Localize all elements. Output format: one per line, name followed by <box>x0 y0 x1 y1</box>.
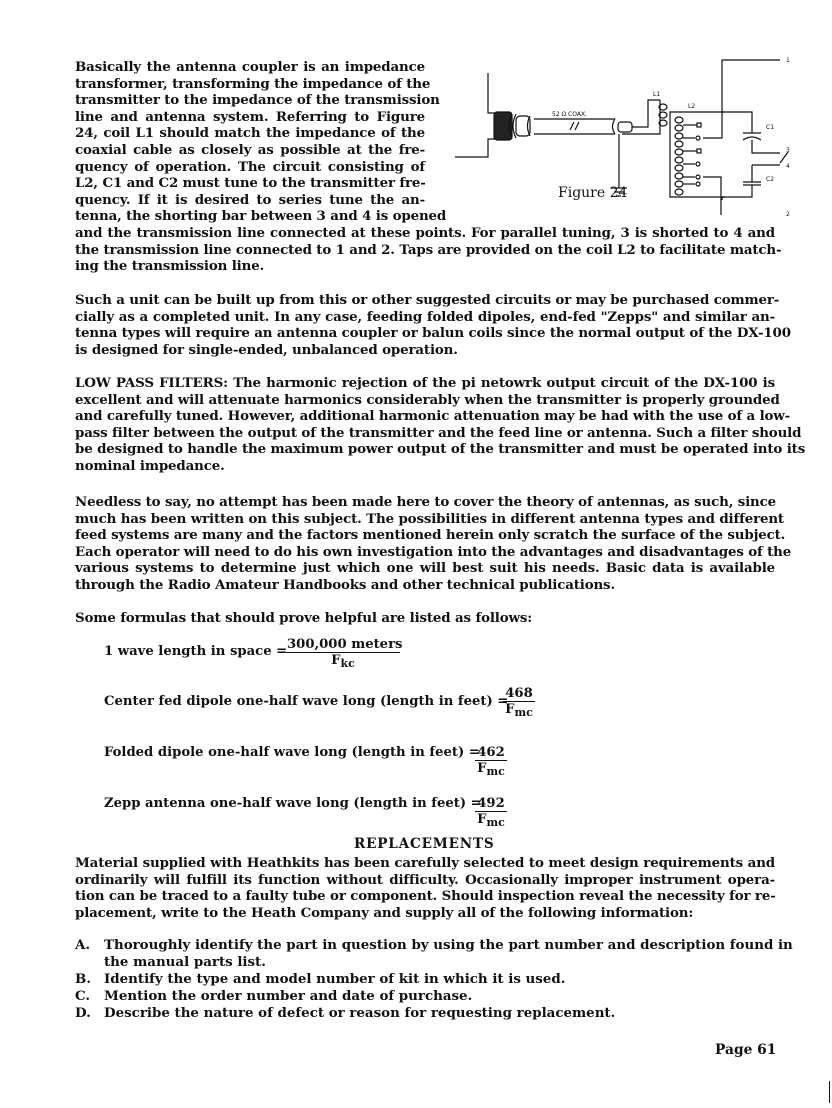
denominator-subscript: mc <box>514 706 533 719</box>
text-line: tion can be traced to a faulty tube or component. Should inspection reveal the necessity for re- <box>75 888 776 905</box>
figure-caption: Figure 24 <box>558 185 628 201</box>
denominator-subscript: kc <box>340 657 355 670</box>
list-letter: D. <box>75 1005 91 1021</box>
formula-label: 1 wave length in space = <box>104 644 288 659</box>
text-line: line and antenna system. Referring to Figure <box>75 108 425 125</box>
text-line: L2, C1 and C2 must tune to the transmitter fre- <box>75 175 426 192</box>
list-text: Thoroughly identify the part in question by using the part number and description found in <box>104 937 793 953</box>
formula-folded-dipole-fraction <box>475 745 507 776</box>
denominator-base: F <box>477 812 487 827</box>
list-text: the manual parts list. <box>104 954 266 970</box>
denominator <box>475 812 507 827</box>
antenna-coupler-diagram <box>450 40 832 218</box>
denominator <box>475 761 507 776</box>
label-terminal-2: 2 <box>786 211 790 218</box>
text-line: nominal impedance. <box>75 457 225 474</box>
text-line: cially as a completed unit. In any case, feeding folded dipoles, end-fed "Zepps" and similar an- <box>75 308 775 325</box>
text-line: Basically the antenna coupler is an impedance <box>75 59 425 75</box>
text-line: 24, coil L1 should match the impedance of the <box>75 125 425 142</box>
formula-zepp-antenna-fraction <box>475 796 507 827</box>
figure-24-schematic <box>450 40 832 218</box>
text-line: quency of operation. The circuit consisting of <box>75 158 425 175</box>
denominator-base: F <box>477 761 487 776</box>
formula-wavelength <box>104 644 287 659</box>
text-line: Each operator will need to do his own investigation into the advantages and disadvantages of the <box>75 543 792 560</box>
formula-wavelength-fraction <box>286 637 403 670</box>
list-letter: C. <box>75 988 91 1004</box>
label-coax: 52 Ω COAX. <box>552 111 587 118</box>
text-line: Such a unit can be built up from this or other suggested circuits or may be purchased commer- <box>75 292 780 308</box>
formula-label: Zepp antenna one-half wave long (length in feet) = <box>104 796 482 811</box>
text-line: and carefully tuned. However, additional harmonic attenuation may be had with the use of a low- <box>75 408 791 425</box>
numerator: 492 <box>475 796 507 812</box>
list-text: Identify the type and model number of kit in which it is used. <box>104 971 566 987</box>
text-line: various systems to determine just which one will best suit his needs. Basic data is available <box>75 560 775 577</box>
text-line: ordinarily will fulfill its function without difficulty. Occasionally improper instrument opera- <box>75 871 775 888</box>
denominator-subscript: mc <box>486 816 505 829</box>
list-letter: A. <box>75 937 91 953</box>
list-letter: B. <box>75 971 91 987</box>
text-line: coaxial cable as closely as possible at the fre- <box>75 141 425 158</box>
text-line: feed systems are many and the factors mentioned herein only scratch the surface of the subject. <box>75 527 786 544</box>
numerator: 300,000 meters <box>287 637 403 652</box>
text-line: Needless to say, no attempt has been made here to cover the theory of antennas, as such, since <box>75 494 777 510</box>
formula-label: Folded dipole one-half wave long (length in feet) = <box>104 745 480 760</box>
label-terminal-4: 4 <box>786 163 790 170</box>
text-line: Material supplied with Heathkits has been carefully selected to meet design requirements and <box>75 855 775 871</box>
formulas-intro <box>75 610 532 627</box>
text-line: the transmission line connected to 1 and 2. Taps are provided on the coil L2 to facilitate match- <box>75 241 782 258</box>
text-line: placement, write to the Heath Company and supply all of the following information: <box>75 904 694 921</box>
paragraph-low-pass-filters <box>75 375 806 475</box>
text-line: and the transmission line connected at these points. For parallel tuning, 3 is shorted to 4 and <box>75 225 775 241</box>
paragraph-antenna-theory <box>75 494 792 594</box>
denominator <box>286 653 400 668</box>
denominator-base: F <box>331 653 341 668</box>
text-line: quency. If it is desired to series tune the an- <box>75 191 425 208</box>
text-line: pass filter between the output of the transmitter and the feed line or antenna. Such a filter should <box>75 424 802 441</box>
list-text: Mention the order number and date of purchase. <box>104 988 473 1004</box>
label-terminal-1: 1 <box>786 57 790 64</box>
formula-folded-dipole <box>104 745 480 760</box>
text-line: transformer, transforming the impedance of the <box>75 75 431 92</box>
paragraph-commercial-units <box>75 292 791 358</box>
formula-zepp-antenna <box>104 796 482 811</box>
page-number: Page 61 <box>715 1042 777 1058</box>
text-line: be designed to handle the maximum power output of the transmitter and must be operated into its <box>75 441 806 458</box>
text-line: tenna, the shorting bar between 3 and 4 is opened <box>75 208 447 225</box>
label-c1: C1 <box>766 124 775 131</box>
numerator: 462 <box>475 745 507 761</box>
scan-edge-mark <box>829 1081 830 1103</box>
label-terminal-3: 3 <box>786 147 790 154</box>
text-line: much has been written on this subject. The possibilities in different antenna types and different <box>75 510 784 527</box>
text-line: excellent and will attenuate harmonics considerably when the transmitter is properly grounded <box>75 391 780 408</box>
paragraph-replacements <box>75 855 775 921</box>
label-c2: C2 <box>766 176 775 183</box>
formula-label: Center fed dipole one-half wave long (length in feet) = <box>104 694 509 709</box>
text-line: is designed for single-ended, unbalanced operation. <box>75 341 458 358</box>
text-line: tenna types will require an antenna coupler or balun coils since the normal output of the DX-100 <box>75 325 791 342</box>
intro-paragraph-continued <box>75 225 782 275</box>
formula-center-fed-dipole-fraction <box>503 686 535 717</box>
numerator: 468 <box>503 686 535 702</box>
text-line: through the Radio Amateur Handbooks and other technical publications. <box>75 576 615 593</box>
label-l1: L1 <box>653 91 661 98</box>
text-line: transmitter to the impedance of the transmission <box>75 92 440 109</box>
text-line: LOW PASS FILTERS: The harmonic rejection of the pi netowrk output circuit of the DX-100 is <box>75 375 775 391</box>
denominator-base: F <box>505 702 515 717</box>
formula-center-fed-dipole <box>104 694 508 709</box>
text-line: Some formulas that should prove helpful are listed as follows: <box>75 610 533 626</box>
denominator-subscript: mc <box>486 765 505 778</box>
intro-paragraph <box>75 59 447 225</box>
text-line: ing the transmission line. <box>75 258 265 275</box>
section-heading-replacements: REPLACEMENTS <box>354 836 495 852</box>
list-text: Describe the nature of defect or reason for requesting replacement. <box>104 1005 616 1021</box>
denominator <box>503 702 535 717</box>
label-l2: L2 <box>688 103 696 110</box>
